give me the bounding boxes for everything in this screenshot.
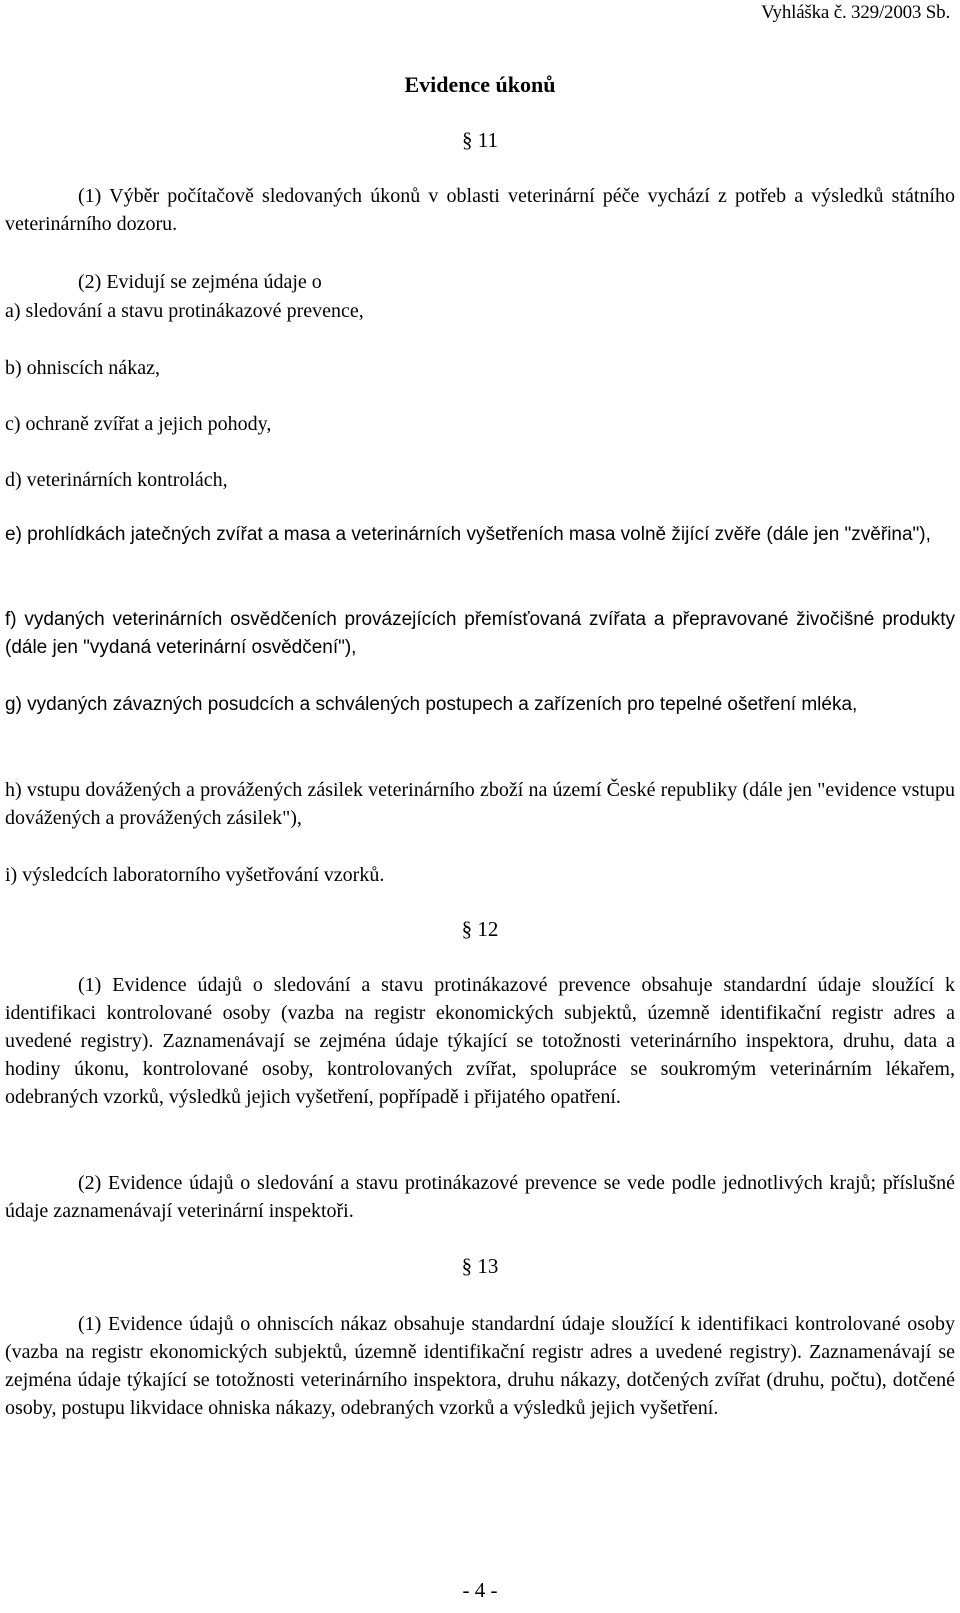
list-item: d) veterinárních kontrolách, xyxy=(5,469,228,491)
s11-paragraph-2: (2) Evidují se zejména údaje o xyxy=(78,271,322,293)
list-item: a) sledování a stavu protinákazové prevence, xyxy=(5,300,364,322)
list-item: i) výsledcích laboratorního vyšetřování vzorků. xyxy=(5,864,385,886)
list-item: g) vydaných závazných posudcích a schválených postupech a zařízeních pro tepelné ošetření mléka, xyxy=(5,694,858,715)
list-item: c) ochraně zvířat a jejich pohody, xyxy=(5,413,272,435)
section-heading-11: § 11 xyxy=(462,128,498,152)
section-heading-13: § 13 xyxy=(461,1254,499,1278)
page-number: - 4 - xyxy=(462,1578,498,1602)
list-item: f) vydaných veterinárních osvědčeních provázejících přemísťovaná zvířata a přepravované živočišné produkty (dále jen "vydaná veterinární osvědčení"), xyxy=(5,609,955,658)
list-item: e) prohlídkách jatečných zvířat a masa a veterinárních vyšetřeních masa volně žijící zvěře (dále jen "zvěřina"), xyxy=(5,524,931,545)
s11-paragraph-1: (1) Výběr počítačově sledovaných úkonů v oblasti veterinární péče vychází z potřeb a výsledků státního veterinárního dozoru. xyxy=(5,185,955,235)
s12-paragraph-1: (1) Evidence údajů o sledování a stavu protinákazové prevence obsahuje standardní údaje sloužící k identifikaci kontrolované osoby (vazba na registr ekonomických subjektů, územně identifikační registr adres a uvedené registry). Zaznamenávají se zejména údaje týkající se totožnosti veterinárního inspektora, druhu, data a hodiny úkonu, kontrolované osoby, kontrolovaných zvířat, spolupráce se soukromým veterinárním lékařem, odebraných vzorků, výsledků jejich vyšetření, popřípadě i přijatého opatření. xyxy=(5,974,955,1108)
document-header: Vyhláška č. 329/2003 Sb. xyxy=(761,2,950,23)
s13-paragraph-1: (1) Evidence údajů o ohniscích nákaz obsahuje standardní údaje sloužící k identifikaci kontrolované osoby (vazba na registr ekonomických subjektů, územně identifikační registr adres a uvedené registry). Zaznamenávají se zejména údaje týkající se totožnosti veterinárního inspektora, druhu nákazy, dotčených zvířat (druhu, počtu), dotčené osoby, postupu likvidace ohniska nákazy, odebraných vzorků a výsledků jejich vyšetření. xyxy=(5,1313,955,1419)
list-item: b) ohniscích nákaz, xyxy=(5,357,160,379)
s12-paragraph-2: (2) Evidence údajů o sledování a stavu protinákazové prevence se vede podle jednotlivých krajů; příslušné údaje zaznamenávají veterinární inspektoři. xyxy=(5,1172,955,1222)
section-heading-12: § 12 xyxy=(461,917,499,941)
page-title: Evidence úkonů xyxy=(404,72,556,97)
list-item: h) vstupu dovážených a provážených zásilek veterinárního zboží na území České republiky (dále jen "evidence vstupu dovážených a provážených zásilek"), xyxy=(5,779,955,829)
